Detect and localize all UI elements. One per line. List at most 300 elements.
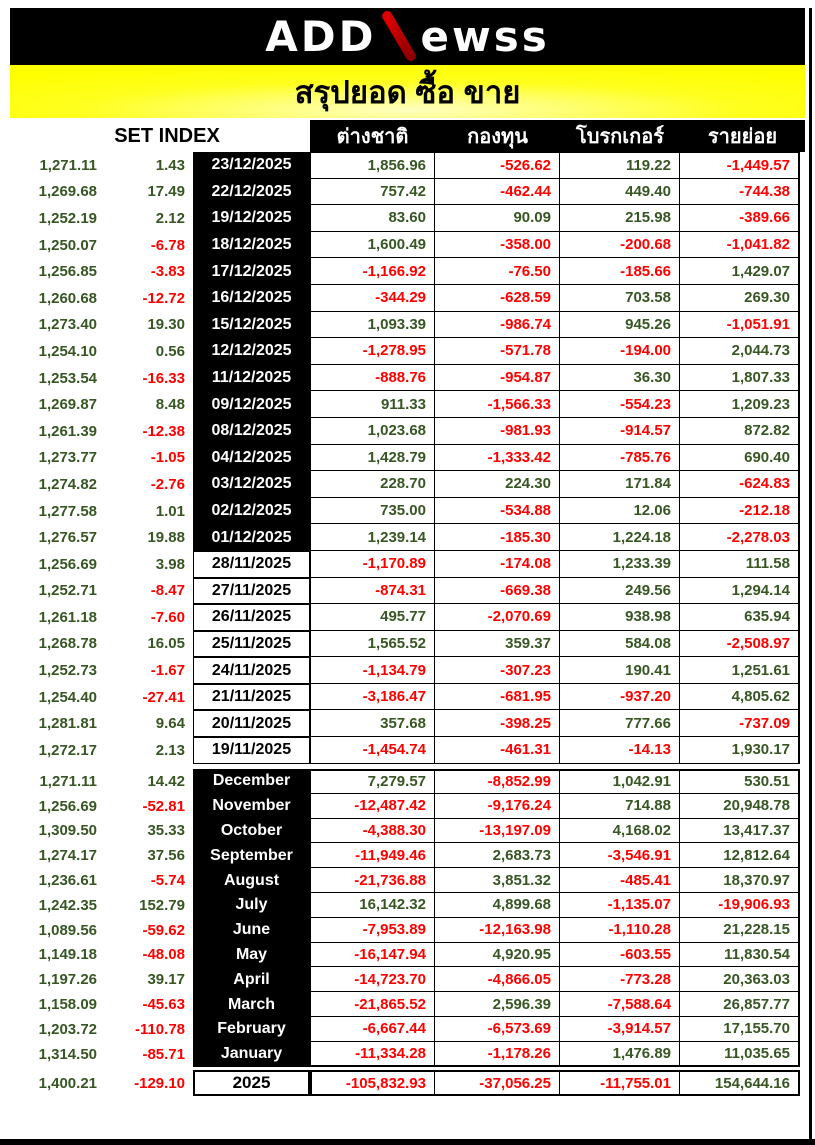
fund-value: 2,596.39 [435,992,560,1017]
index-change: -45.63 [142,996,185,1014]
foreign-value: -344.29 [310,285,435,312]
broker-value: 171.84 [560,471,680,498]
trade-date: 09/12/2025 [193,391,310,418]
index-change: 152.79 [139,896,185,914]
period-label: November [193,794,310,819]
frame-right-border [809,8,812,1139]
table-row [10,794,800,819]
foreign-value: -7,953.89 [310,918,435,943]
trade-date: 20/11/2025 [193,710,310,737]
table-row [10,943,800,968]
period-label: October [193,819,310,844]
broker-value: 584.08 [560,631,680,658]
foreign-value: -11,949.46 [310,843,435,868]
fund-value: -628.59 [435,285,560,312]
table-row [10,179,800,206]
fund-value: -2,070.69 [435,604,560,631]
trade-date: 19/11/2025 [193,737,310,764]
index-change: -59.62 [142,921,185,939]
set-index-value: 1,272.17 [38,741,97,759]
set-index-value: 1,400.21 [38,1074,97,1092]
retail-value: 1,294.14 [680,578,800,605]
fund-value: -13,197.09 [435,819,560,844]
index-change: 17.49 [147,183,185,201]
index-change: -16.33 [142,369,185,387]
set-index-value: 1,158.09 [38,996,97,1014]
foreign-value: -12,487.42 [310,794,435,819]
retail-value: 1,807.33 [680,365,800,392]
table-row [10,285,800,312]
index-change: 19.30 [147,316,185,334]
set-index-value: 1,253.54 [38,369,97,387]
fund-value: -571.78 [435,338,560,365]
fund-value: 90.09 [435,205,560,232]
retail-value: 1,251.61 [680,657,800,684]
index-change: -6.78 [150,236,185,254]
foreign-value: -1,278.95 [310,338,435,365]
trade-date: 21/11/2025 [193,684,310,711]
table-row [10,918,800,943]
trade-date: 12/12/2025 [193,338,310,365]
broker-value: 945.26 [560,312,680,339]
index-change: -1.67 [150,662,185,680]
retail-value: -744.38 [680,179,800,206]
table-row [10,769,800,794]
broker-value: -3,546.91 [560,843,680,868]
retail-value: -1,041.82 [680,232,800,259]
retail-value: 11,035.65 [680,1042,800,1067]
fund-value: -526.62 [435,152,560,179]
foreign-value: -1,170.89 [310,551,435,578]
set-index-value: 1,314.50 [38,1045,97,1063]
broker-value: 703.58 [560,285,680,312]
fund-value: -9,176.24 [435,794,560,819]
foreign-value: -21,736.88 [310,868,435,893]
table-row [10,232,800,259]
set-index-value: 1,256.85 [38,263,97,281]
fund-value: 2,683.73 [435,843,560,868]
retail-value: 1,930.17 [680,737,800,764]
fund-value: -307.23 [435,657,560,684]
fund-value: -12,163.98 [435,918,560,943]
foreign-value: 7,279.57 [310,769,435,794]
index-change: -129.10 [134,1074,185,1092]
trade-date: 17/12/2025 [193,258,310,285]
set-index-value: 1,274.17 [38,847,97,865]
foreign-value: 1,239.14 [310,524,435,551]
table-row [10,258,800,285]
foreign-value: 1,093.39 [310,312,435,339]
set-index-value: 1,089.56 [38,921,97,939]
column-header-broker: โบรกเกอร์ [576,126,664,148]
set-index-value: 1,268.78 [38,635,97,653]
foreign-value: -1,454.74 [310,737,435,764]
logo-n-candlestick-icon [379,9,419,63]
retail-value: 26,857.77 [680,992,800,1017]
trade-date: 19/12/2025 [193,205,310,232]
set-index-value: 1,252.19 [38,209,97,227]
index-change: 1.43 [155,156,185,174]
set-index-value: 1,261.18 [38,608,97,626]
broker-value: -200.68 [560,232,680,259]
set-index-value: 1,252.71 [38,582,97,600]
fund-value: -534.88 [435,498,560,525]
broker-value: -914.57 [560,418,680,445]
index-change: -8.47 [150,582,185,600]
broker-value: 4,168.02 [560,819,680,844]
retail-value: 18,370.97 [680,868,800,893]
fund-value: -358.00 [435,232,560,259]
period-label: June [193,918,310,943]
index-change: 37.56 [147,847,185,865]
table-row [10,967,800,992]
trade-date: 16/12/2025 [193,285,310,312]
broker-value: -1,110.28 [560,918,680,943]
broker-value: 190.41 [560,657,680,684]
set-index-value: 1,273.40 [38,316,97,334]
fund-value: -185.30 [435,524,560,551]
table-row [10,819,800,844]
period-label: April [193,967,310,992]
set-index-value: 1,256.69 [38,797,97,815]
trade-date: 01/12/2025 [193,524,310,551]
trade-date: 03/12/2025 [193,471,310,498]
index-change: -1.05 [150,449,185,467]
broker-value: 36.30 [560,365,680,392]
broker-value: 714.88 [560,794,680,819]
period-label: January [193,1042,310,1067]
fund-value: -954.87 [435,365,560,392]
foreign-value: 16,142.32 [310,893,435,918]
broker-value: -11,755.01 [560,1070,680,1096]
broker-value: -194.00 [560,338,680,365]
set-index-value: 1,149.18 [38,946,97,964]
trade-date: 22/12/2025 [193,179,310,206]
index-change: -48.08 [142,946,185,964]
foreign-value: 911.33 [310,391,435,418]
set-index-value: 1,254.40 [38,688,97,706]
retail-value: 269.30 [680,285,800,312]
fund-value: -76.50 [435,258,560,285]
broker-value: 119.22 [560,152,680,179]
set-index-value: 1,273.77 [38,449,97,467]
logo-bar [10,8,805,65]
fund-value: 224.30 [435,471,560,498]
foreign-value: 1,428.79 [310,445,435,472]
foreign-value: -105,832.93 [310,1070,435,1096]
retail-value: -624.83 [680,471,800,498]
logo-text-ewss: ewss [420,11,550,61]
foreign-value: -11,334.28 [310,1042,435,1067]
fund-value: 359.37 [435,631,560,658]
index-change: -85.71 [142,1045,185,1063]
table-row [10,631,800,658]
foreign-value: -4,388.30 [310,819,435,844]
set-index-value: 1,256.69 [38,555,97,573]
index-change: 2.12 [155,209,185,227]
set-index-value: 1,276.57 [38,529,97,547]
period-label: August [193,868,310,893]
fund-value: -681.95 [435,684,560,711]
retail-value: -19,906.93 [680,893,800,918]
table-row [10,1042,800,1067]
fund-value: 4,899.68 [435,893,560,918]
index-change: 14.42 [147,772,185,790]
index-change: -12.38 [142,422,185,440]
fund-value: -1,333.42 [435,445,560,472]
fund-value: -461.31 [435,737,560,764]
trade-date: 23/12/2025 [193,152,310,179]
period-label: 2025 [193,1070,310,1096]
fund-value: 3,851.32 [435,868,560,893]
table-row [10,391,800,418]
fund-value: -4,866.05 [435,967,560,992]
trade-date: 04/12/2025 [193,445,310,472]
set-index-value: 1,260.68 [38,289,97,307]
foreign-value: 228.70 [310,471,435,498]
table-row [10,657,800,684]
retail-value: -2,508.97 [680,631,800,658]
fund-value: -462.44 [435,179,560,206]
retail-value: 13,417.37 [680,819,800,844]
table-row [10,152,800,179]
set-index-value: 1,261.39 [38,422,97,440]
foreign-value: -21,865.52 [310,992,435,1017]
broker-value: 215.98 [560,205,680,232]
retail-value: 12,812.64 [680,843,800,868]
set-index-value: 1,277.58 [38,502,97,520]
retail-value: 872.82 [680,418,800,445]
table-row [10,843,800,868]
index-change: -7.60 [150,608,185,626]
retail-value: -2,278.03 [680,524,800,551]
period-label: July [193,893,310,918]
retail-value: -212.18 [680,498,800,525]
monthly-table [10,769,800,1067]
broker-value: -1,135.07 [560,893,680,918]
broker-value: 1,476.89 [560,1042,680,1067]
table-row [10,498,800,525]
retail-value: 1,209.23 [680,391,800,418]
retail-value: -1,051.91 [680,312,800,339]
broker-value: 777.66 [560,710,680,737]
table-row [10,312,800,339]
table-row [10,471,800,498]
broker-value: -14.13 [560,737,680,764]
fund-value: -37,056.25 [435,1070,560,1096]
foreign-value: -1,134.79 [310,657,435,684]
foreign-value: -3,186.47 [310,684,435,711]
set-index-value: 1,271.11 [39,772,97,790]
table-row [10,365,800,392]
retail-value: 20,363.03 [680,967,800,992]
table-row [10,710,800,737]
broker-value: 938.98 [560,604,680,631]
index-change: 3.98 [155,555,185,573]
column-headers [310,120,805,152]
trade-date: 26/11/2025 [193,604,310,631]
period-label: May [193,943,310,968]
period-label: December [193,769,310,794]
column-header-foreign: ต่างชาติ [336,126,409,148]
broker-value: 449.40 [560,179,680,206]
set-index-value: 1,271.11 [39,156,97,174]
table-row [10,1017,800,1042]
foreign-value: 495.77 [310,604,435,631]
broker-value: -773.28 [560,967,680,992]
broker-value: -554.23 [560,391,680,418]
trade-date: 27/11/2025 [193,578,310,605]
foreign-value: 1,565.52 [310,631,435,658]
index-change: 2.13 [155,741,185,759]
foreign-value: 1,856.96 [310,152,435,179]
set-index-value: 1,197.26 [38,971,97,989]
table-row [10,418,800,445]
index-change: -12.72 [142,289,185,307]
broker-value: -785.76 [560,445,680,472]
broker-value: 249.56 [560,578,680,605]
broker-value: 12.06 [560,498,680,525]
fund-value: -1,178.26 [435,1042,560,1067]
foreign-value: 1,023.68 [310,418,435,445]
foreign-value: 83.60 [310,205,435,232]
retail-value: 1,429.07 [680,258,800,285]
set-index-header: SET INDEX [114,124,220,147]
fund-value: -6,573.69 [435,1017,560,1042]
index-change: 8.48 [155,396,185,414]
foreign-value: 757.42 [310,179,435,206]
fund-value: -398.25 [435,710,560,737]
table-row [10,205,800,232]
retail-value: 2,044.73 [680,338,800,365]
set-index-value: 1,281.81 [38,715,97,733]
retail-value: -737.09 [680,710,800,737]
broker-value: -7,588.64 [560,992,680,1017]
banner-title: สรุปยอด ซื้อ ขาย [294,74,521,110]
set-index-value: 1,269.87 [38,396,97,414]
trade-date: 18/12/2025 [193,232,310,259]
foreign-value: -874.31 [310,578,435,605]
foreign-value: -16,147.94 [310,943,435,968]
trade-date: 15/12/2025 [193,312,310,339]
index-change: -2.76 [150,475,185,493]
retail-value: 635.94 [680,604,800,631]
foreign-value: -6,667.44 [310,1017,435,1042]
period-label: March [193,992,310,1017]
table-row [10,604,800,631]
table-row [10,893,800,918]
foreign-value: -1,166.92 [310,258,435,285]
index-change: 16.05 [147,635,185,653]
frame-bottom-border [0,1139,815,1145]
index-change: 1.01 [155,502,185,520]
broker-value: -3,914.57 [560,1017,680,1042]
set-index-value: 1,254.10 [38,342,97,360]
broker-value: 1,224.18 [560,524,680,551]
trade-date: 24/11/2025 [193,657,310,684]
fund-value: -981.93 [435,418,560,445]
fund-value: 4,920.95 [435,943,560,968]
retail-value: 17,155.70 [680,1017,800,1042]
table-row [10,524,800,551]
table-row [10,445,800,472]
foreign-value: -14,723.70 [310,967,435,992]
broker-value: -185.66 [560,258,680,285]
set-index-value: 1,250.07 [38,236,97,254]
broker-value: -485.41 [560,868,680,893]
index-change: -52.81 [142,797,185,815]
broker-value: -603.55 [560,943,680,968]
index-change: 19.88 [147,529,185,547]
index-change: -5.74 [150,872,185,890]
index-change: -3.83 [150,263,185,281]
retail-value: 690.40 [680,445,800,472]
table-row [10,338,800,365]
set-index-value: 1,252.73 [38,662,97,680]
broker-value: 1,042.91 [560,769,680,794]
index-change: 0.56 [155,342,185,360]
foreign-value: 735.00 [310,498,435,525]
title-banner [10,65,805,118]
column-header-fund: กองทุน [467,126,528,148]
index-change: 35.33 [147,822,185,840]
table-row [10,737,800,764]
index-change: 39.17 [147,971,185,989]
fund-value: -1,566.33 [435,391,560,418]
column-header-retail: รายย่อย [707,126,778,148]
retail-value: -1,449.57 [680,152,800,179]
fund-value: -986.74 [435,312,560,339]
retail-value: 11,830.54 [680,943,800,968]
table-row [10,868,800,893]
trade-date: 28/11/2025 [193,551,310,578]
retail-value: -389.66 [680,205,800,232]
table-row [10,551,800,578]
index-change: -110.78 [134,1020,185,1038]
retail-value: 21,228.15 [680,918,800,943]
broker-value: 1,233.39 [560,551,680,578]
logo-text-add: ADD [265,11,377,61]
set-index-value: 1,203.72 [38,1020,97,1038]
trade-date: 08/12/2025 [193,418,310,445]
foreign-value: 1,600.49 [310,232,435,259]
foreign-value: 357.68 [310,710,435,737]
foreign-value: -888.76 [310,365,435,392]
retail-value: 20,948.78 [680,794,800,819]
trade-date: 25/11/2025 [193,631,310,658]
fund-value: -669.38 [435,578,560,605]
set-index-value: 1,269.68 [38,183,97,201]
retail-value: 530.51 [680,769,800,794]
fund-value: -174.08 [435,551,560,578]
table-header [10,120,805,152]
app-logo [265,9,550,65]
index-change: -27.41 [142,688,185,706]
set-index-value: 1,309.50 [38,822,97,840]
set-index-value: 1,236.61 [38,872,97,890]
index-change: 9.64 [155,715,185,733]
retail-value: 4,805.62 [680,684,800,711]
set-index-value: 1,274.82 [38,475,97,493]
daily-table [10,152,800,764]
table-row [10,1070,800,1096]
fund-value: -8,852.99 [435,769,560,794]
total-table [10,1070,800,1096]
table-row [10,684,800,711]
table-row [10,992,800,1017]
period-label: September [193,843,310,868]
trade-date: 11/12/2025 [193,365,310,392]
